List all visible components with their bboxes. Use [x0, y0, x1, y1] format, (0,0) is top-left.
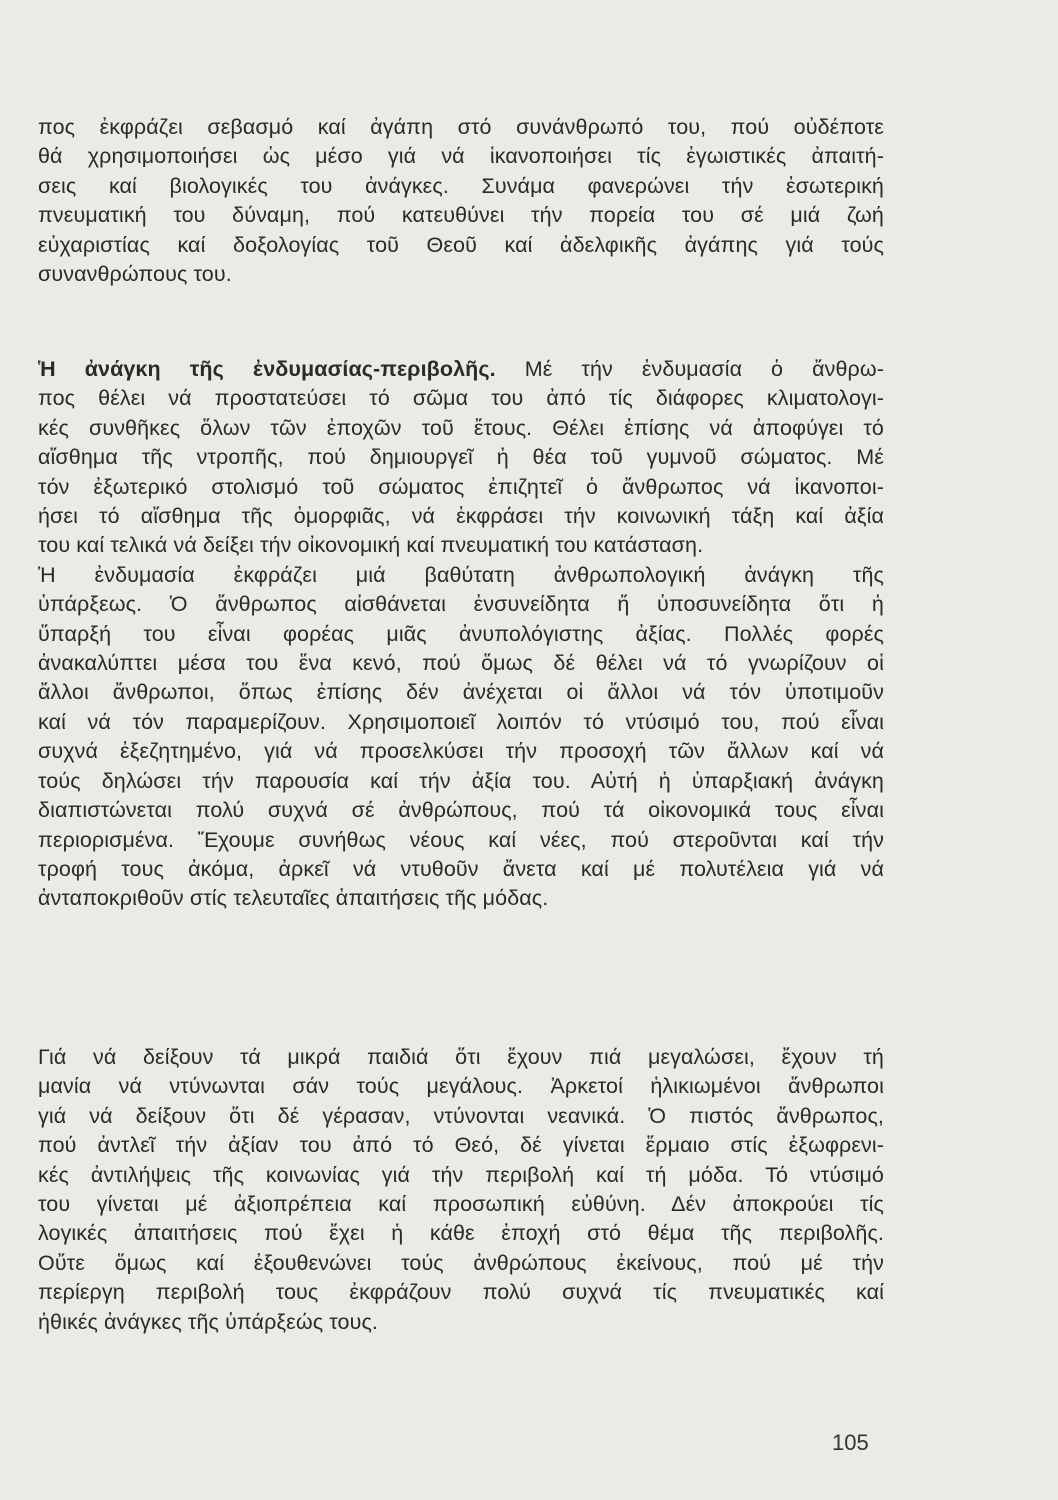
- text-line: ὑπάρξεως. Ὁ ἄνθρωπος αἰσθάνεται ἐνσυνείδητα ἤ ὑποσυνείδητα ὅτι ἡ: [38, 592, 884, 617]
- text-line: Ἡ ἐνδυμασία ἐκφράζει μιά βαθύτατη ἀνθρωπολογική ἀνάγκη τῆς: [38, 562, 884, 587]
- text-line: κές συνθῆκες ὅλων τῶν ἐποχῶν τοῦ ἔτους. Θέλει ἐπίσης νά ἀποφύγει τό: [38, 415, 884, 440]
- text-line: πνευματική του δύναμη, πού κατευθύνει τήν πορεία του σέ μιά ζωή: [38, 203, 884, 228]
- text-line: ὕπαρξή του εἶναι φορέας μιᾶς ἀνυπολόγιστης ἀξίας. Πολλές φορές: [38, 621, 884, 646]
- text-line: καί νά τόν παραμερίζουν. Χρησιμοποιεῖ λοιπόν τό ντύσιμό του, πού εἶναι: [38, 709, 884, 734]
- text-line: γιά νά δείξουν ὅτι δέ γέρασαν, ντύνονται νεανικά. Ὁ πιστός ἄνθρωπος,: [38, 1103, 884, 1128]
- text-line: μανία νά ντύνωνται σάν τούς μεγάλους. Ἀρκετοί ἡλικιωμένοι ἄνθρωποι: [38, 1074, 884, 1099]
- text-line: ήσει τό αἴσθημα τῆς ὀμορφιᾶς, νά ἐκφράσει τήν κοινωνική τάξη καί ἀξία: [38, 504, 884, 529]
- text-line-with-heading: [38, 355, 884, 384]
- text-line: Οὔτε ὅμως καί ἐξουθενώνει τούς ἀνθρώπους ἐκείνους, πού μέ τήν: [38, 1250, 884, 1275]
- text-line: συχνά ἐξεζητημένο, γιά νά προσελκύσει τήν προσοχή τῶν ἄλλων καί νά: [38, 739, 884, 764]
- text-line: λογικές ἀπαιτήσεις πού ἔχει ἡ κάθε ἐποχή στό θέμα τῆς περιβολῆς.: [38, 1221, 884, 1246]
- text-line: κές ἀντιλήψεις τῆς κοινωνίας γιά τήν περιβολή καί τή μόδα. Τό ντύσιμό: [38, 1162, 884, 1187]
- text-line: πος ἐκφράζει σεβασμό καί ἀγάπη στό συνάνθρωπό του, πού οὐδέποτε: [38, 115, 884, 139]
- text-line: τροφή τους ἀκόμα, ἀρκεῖ νά ντυθοῦν ἄνετα καί μέ πολυτέλεια γιά νά: [38, 856, 884, 881]
- text-line: σεις καί βιολογικές του ἀνάγκες. Συνάμα φανερώνει τήν ἐσωτερική: [38, 173, 884, 198]
- text-line: του γίνεται μέ ἀξιοπρέπεια καί προσωπική εὐθύνη. Δέν ἀποκρούει τίς: [38, 1192, 884, 1217]
- text-line: εὐχαριστίας καί δοξολογίας τοῦ Θεοῦ καί ἀδελφικῆς ἀγάπης γιά τούς: [38, 232, 884, 257]
- page-number: 105: [832, 1430, 869, 1455]
- text-line: πού ἀντλεῖ τήν ἀξίαν του ἀπό τό Θεό, δέ γίνεται ἕρμαιο στίς ἐξωφρενι-: [38, 1133, 884, 1158]
- text-line: ἄλλοι ἄνθρωποι, ὅπως ἐπίσης δέν ἀνέχεται οἱ ἄλλοι νά τόν ὑποτιμοῦν: [38, 680, 884, 705]
- section-heading: Ἡ ἀνάγκη τῆς ἐνδυμασίας-περιβολῆς.: [38, 357, 496, 381]
- heading-line-rest: Μέ τήν ἐνδυμασία ὁ ἄνθρω-: [495, 357, 884, 381]
- text-line: περιορισμένα. Ἔχουμε συνήθως νέους καί νέες, πού στεροῦνται καί τήν: [38, 827, 884, 852]
- text-line: ἠθικές ἀνάγκες τῆς ὑπάρξεώς τους.: [38, 1309, 378, 1334]
- text-line: ἀνταποκριθοῦν στίς τελευταῖες ἀπαιτήσεις τῆς μόδας.: [38, 886, 549, 911]
- text-line: του καί τελικά νά δείξει τήν οἰκονομική καί πνευματική του κατάσταση.: [38, 533, 704, 558]
- paragraph-children-elders: [38, 1043, 884, 1337]
- text-line: τόν ἐξωτερικό στολισμό τοῦ σώματος ἐπιζητεῖ ὁ ἄνθρωπος νά ἱκανοποι-: [38, 474, 884, 499]
- paragraph-clothing-need: [38, 355, 884, 914]
- paragraph-continuation: [38, 113, 884, 289]
- text-line: περίεργη περιβολή τους ἐκφράζουν πολύ συχνά τίς πνευματικές καί: [38, 1280, 884, 1305]
- text-line: τούς δηλώσει τήν παρουσία καί τήν ἀξία του. Αὐτή ἡ ὑπαρξιακή ἀνάγκη: [38, 768, 884, 793]
- text-line: διαπιστώνεται πολύ συχνά σέ ἀνθρώπους, πού τά οἰκονομικά τους εἶναι: [38, 798, 884, 823]
- text-line: συνανθρώπους του.: [38, 262, 232, 287]
- text-line: θά χρησιμοποιήσει ὡς μέσο γιά νά ἱκανοποιήσει τίς ἐγωιστικές ἀπαιτή-: [38, 144, 884, 169]
- text-line: ἀνακαλύπτει μέσα του ἕνα κενό, πού ὅμως δέ θέλει νά τό γνωρίζουν οἱ: [38, 651, 884, 676]
- text-line: Γιά νά δείξουν τά μικρά παιδιά ὅτι ἔχουν πιά μεγαλώσει, ἔχουν τή: [38, 1045, 884, 1069]
- text-line: αἴσθημα τῆς ντροπῆς, πού δημιουργεῖ ἡ θέα τοῦ γυμνοῦ σώματος. Μέ: [38, 445, 884, 470]
- text-line: πος θέλει νά προστατεύσει τό σῶμα του ἀπό τίς διάφορες κλιματολογι-: [38, 386, 884, 411]
